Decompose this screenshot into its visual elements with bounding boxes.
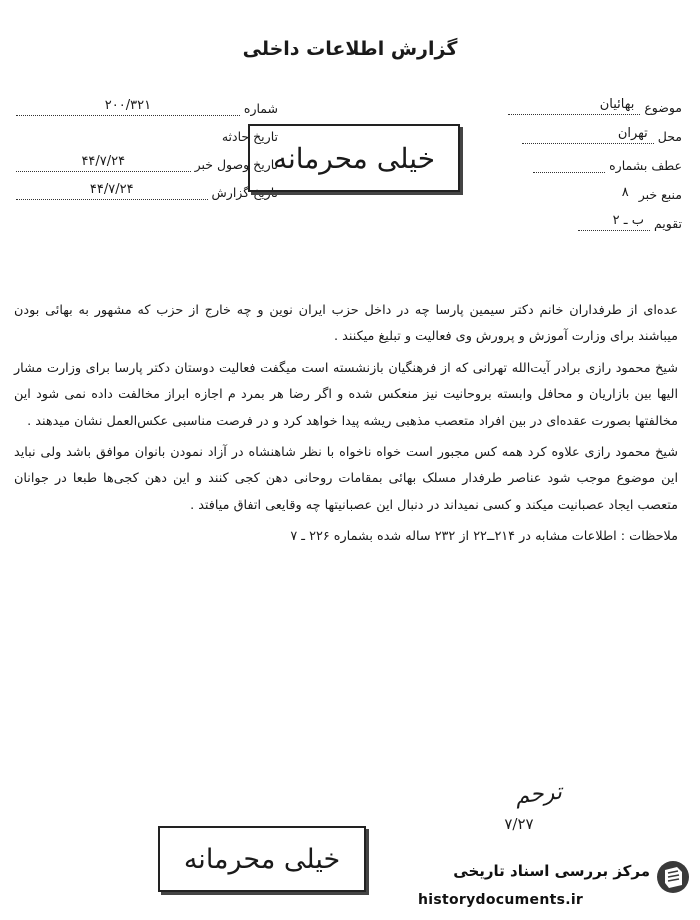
report-date-row: [16, 172, 278, 200]
incident-date-row: [16, 116, 278, 144]
number-row: [16, 88, 278, 116]
meta-right-block: [472, 86, 682, 231]
source-label: منبع خبر: [638, 187, 682, 202]
location-value: تهران: [522, 126, 654, 144]
classification-stamp: خیلی محرمانه: [248, 124, 460, 192]
evaluation-label: تقویم: [653, 216, 682, 231]
report-body: [14, 298, 678, 556]
body-paragraph-3: شیخ محمود رازی علاوه کرد همه کس مجبور است خواه ناخواه با نظر شاهنشاه در آزاد نمودن بانوان موافق باشد ولی نباید این موضوع موجب شود عناصر طرفدار مسلک بهائی بمقامات روحانی دهن کجی کنند و این دهن کجی‌ها طبعا در جوانان متعصب ایجاد عصبانیت میکند و کسی نمیداند در دنبال این عصبانیتها چه وقایعی اتفاق میافتد .: [14, 445, 678, 513]
report-date-value: ۴۴/۷/۲۴: [16, 182, 208, 200]
reference-value: [533, 170, 605, 173]
reference-label: عطف بشماره: [609, 158, 682, 173]
received-date-value: ۴۴/۷/۲۴: [16, 154, 191, 172]
evaluation-value: ب ـ ۲: [578, 213, 650, 231]
handwritten-signature: [476, 779, 564, 850]
number-label: شماره: [243, 101, 278, 116]
reference-row: [472, 144, 682, 173]
classification-stamp-bottom: خیلی محرمانه: [158, 826, 366, 892]
received-date-label: تاریخ وصول خبر: [194, 157, 278, 172]
subject-row: [472, 86, 682, 115]
document-title: گزارش اطلاعات داخلی: [242, 38, 458, 60]
archive-watermark: [414, 858, 694, 914]
location-label: محل: [657, 129, 682, 144]
body-paragraph-1: عده‌ای از طرفداران خانم دکتر سیمین پارسا چه در داخل حزب ایران نوین و چه خارج از حزب که مشهور به بهائی بودن میباشند برای وزارت آموزش و پرورش وی فعالیت و تبلیغ میکنند .: [14, 303, 678, 345]
archive-logo-icon: [656, 860, 690, 894]
source-row: [472, 173, 682, 202]
subject-value: بهائیان: [508, 97, 640, 115]
meta-left-block: [16, 88, 278, 200]
location-row: [472, 115, 682, 144]
body-paragraph-2: شیخ محمود رازی برادر آیت‌الله تهرانی که از فرهنگیان بازنشسته است میگفت فعالیت دوستان دکتر پارسا برای وزارت مشار الیها بین بازاریان و محافل وابسته بروحانیت نیز منعکس شده و اگر رضا هر بمرد م اجازه ابراز مخالفت داده نمی شود این مخالفتها بصورت عقده‌ای در بین افراد متعصب مذهبی ریشه پیدا خواهد کرد و در فرصت مناسبی عکس‌العمل نشان میدهند .: [14, 360, 678, 429]
report-date-label: تاریخ گزارش: [211, 185, 278, 200]
incident-date-value: [16, 142, 218, 144]
subject-label: موضوع: [644, 100, 682, 115]
incident-date-label: تاریخ حادثه: [221, 129, 278, 144]
watermark-url: historydocuments.ir: [418, 892, 584, 908]
received-date-row: [16, 144, 278, 172]
watermark-title: مرکز بررسی اسناد تاریخی: [453, 862, 650, 880]
source-value: ۸: [621, 185, 629, 200]
number-value: ۲۰۰/۳۲۱: [16, 98, 240, 116]
signature-scribble: ترحم: [514, 779, 564, 810]
evaluation-row: [472, 202, 682, 231]
body-paragraph-4: ملاحظات : اطلاعات مشابه در ۲۱۴ــ۲۲ از ۲۳۲ ساله شده بشماره ۲۲۶ ـ ۷: [290, 529, 678, 545]
signature-date: ۷/۲۷: [504, 815, 534, 833]
